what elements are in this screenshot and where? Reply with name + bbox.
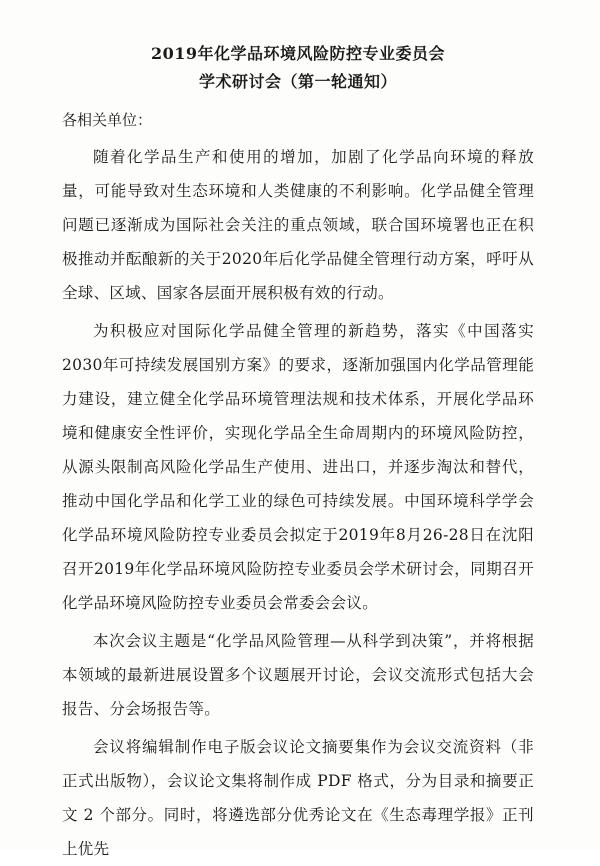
salutation: 各相关单位： <box>62 111 153 129</box>
paragraph-3: 本次会议主题是“化学品风险管理—从科学到决策”，并将根据本领域的最新进展设置多个议题展开讨论，会议交流形式包括大会报告、分会场报告等。 <box>62 632 534 718</box>
document-title-line1: 2019年化学品环境风险防控专业委员会 <box>150 44 446 63</box>
paragraph-2: 为积极应对国际化学品健全管理的新趋势，落实《中国落实2030年可持续发展国别方案》的要求，逐渐加强国内化学品管理能力建设，建立健全化学品环境管理法规和技术体系，开展化学品环境和健康安全性评价，实现化学品全生命周期内的环境风险防控，从源头限制高风险化学品生产使用、进出口，并逐步淘汰和替代，推动中国化学品和化学工业的绿色可持续发展。中国环境科学学会化学品环境风险防控专业委员会拟定于2019年8月26-28日在沈阳召开2019年化学品环境风险防控专业委员会学术研讨会，同期召开化学品环境风险防控专业委员会常委会会议。 <box>62 322 534 612</box>
document-title-line2: 学术研讨会（第一轮通知） <box>198 72 397 91</box>
paragraph-4: 会议将编辑制作电子版会议论文摘要集作为会议交流资料（非正式出版物），会议论文集将制作成 PDF 格式，分为目录和摘要正文 2 个部分。同时，将遴选部分优秀论文在《生态毒理学报》正刊上优先 <box>62 738 534 858</box>
paragraph-1: 随着化学品生产和使用的增加，加剧了化学品向环境的释放量，可能导致对生态环境和人类健康的不利影响。化学品健全管理问题已逐渐成为国际社会关注的重点领域，联合国环境署也正在积极推动并酝酿新的关于2020年后化学品健全管理行动方案，呼吁从全球、区域、国家各层面开展积极有效的行动。 <box>62 148 534 302</box>
